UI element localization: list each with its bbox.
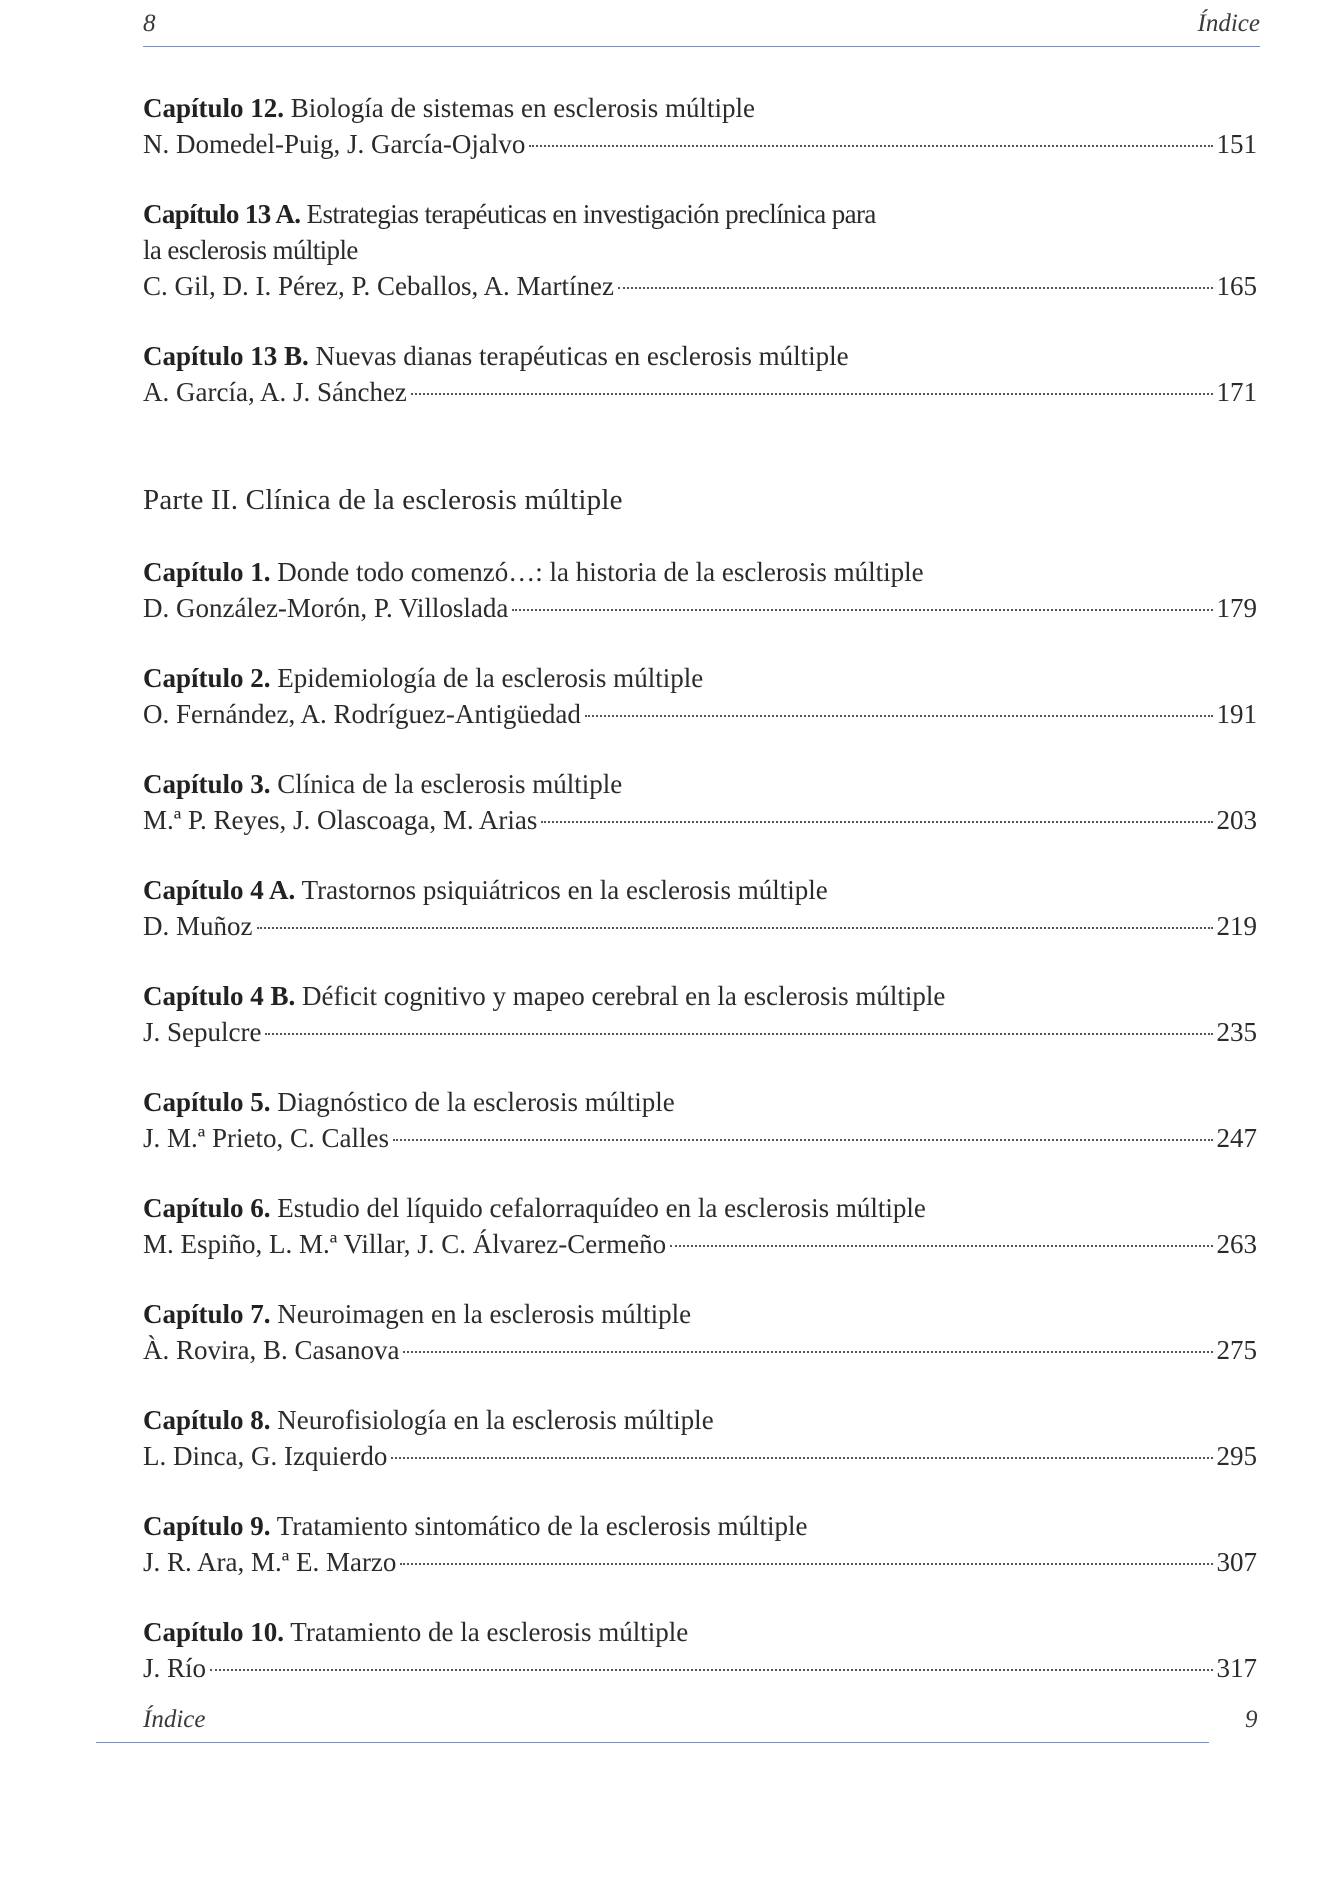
toc-entry [143,872,1257,944]
chapter-page: 317 [1216,1653,1257,1683]
chapter-page: 171 [1216,377,1257,407]
footer-rule [96,1742,1209,1743]
toc-entry [143,1614,1257,1686]
chapter-title: Epidemiología de la esclerosis múltiple [277,663,704,693]
chapter-title: Neuroimagen en la esclerosis múltiple [277,1299,692,1329]
chapter-label: Capítulo 1. [143,557,271,587]
toc-entry [143,1190,1257,1262]
chapter-authors: J. Sepulcre [143,1017,262,1047]
chapter-page: 235 [1216,1017,1257,1047]
chapter-label: Capítulo 9. [143,1511,271,1541]
part-heading: Parte II. Clínica de la esclerosis múltiple [143,484,623,516]
chapter-title: Donde todo comenzó…: la historia de la esclerosis múltiple [277,557,924,587]
toc-entry [143,554,1257,626]
chapter-page: 275 [1216,1335,1257,1365]
chapter-authors: M. Espiño, L. M.ª Villar, J. C. Álvarez-Cermeño [143,1229,667,1259]
chapter-title: Estrategias terapéuticas en investigación preclínica para [306,199,876,229]
chapter-page: 219 [1216,911,1257,941]
chapter-page: 165 [1216,271,1257,301]
chapter-title: Diagnóstico de la esclerosis múltiple [277,1087,675,1117]
chapter-page: 307 [1216,1547,1257,1577]
toc-entry [143,90,1257,162]
dot-leader [512,609,1212,611]
chapter-title: Biología de sistemas en esclerosis múltiple [290,93,755,123]
chapter-label: Capítulo 8. [143,1405,271,1435]
dot-leader [393,1139,1213,1141]
dot-leader [210,1669,1212,1671]
chapter-label: Capítulo 4 A. [143,875,296,905]
chapter-label: Capítulo 13 A. [143,199,301,229]
chapter-authors: O. Fernández, A. Rodríguez-Antigüedad [143,699,581,729]
dot-leader [529,145,1212,147]
footer-page-number: 9 [1245,1706,1258,1733]
chapter-authors: À. Rovira, B. Casanova [143,1335,400,1365]
chapter-authors: N. Domedel-Puig, J. García-Ojalvo [143,129,526,159]
chapter-label: Capítulo 12. [143,93,285,123]
toc-entry [143,1402,1257,1474]
chapter-title: Nuevas dianas terapéuticas en esclerosis múltiple [315,341,849,371]
toc-entry [143,660,1257,732]
header-title: Índice [1197,10,1260,37]
dot-leader [411,393,1213,395]
toc-entry [143,338,1257,410]
toc-entry [143,1508,1257,1580]
chapter-title-continued: la esclerosis múltiple [143,235,358,265]
chapter-authors: A. García, A. J. Sánchez [143,377,407,407]
chapter-title: Tratamiento de la esclerosis múltiple [290,1617,689,1647]
chapter-page: 263 [1216,1229,1257,1259]
chapter-title: Clínica de la esclerosis múltiple [277,769,623,799]
footer-title: Índice [143,1706,206,1733]
chapter-label: Capítulo 10. [143,1617,285,1647]
chapter-authors: D. Muñoz [143,911,253,941]
chapter-authors: C. Gil, D. I. Pérez, P. Ceballos, A. Martínez [143,271,614,301]
chapter-title: Tratamiento sintomático de la esclerosis múltiple [276,1511,808,1541]
dot-leader [403,1351,1212,1353]
header-page-number: 8 [143,10,156,37]
toc-entry [143,196,1257,304]
chapter-label: Capítulo 5. [143,1087,271,1117]
dot-leader [670,1245,1212,1247]
chapter-authors: J. M.ª Prieto, C. Calles [143,1123,389,1153]
chapter-authors: L. Dinca, G. Izquierdo [143,1441,388,1471]
chapter-page: 247 [1216,1123,1257,1153]
chapter-authors: J. R. Ara, M.ª E. Marzo [143,1547,397,1577]
chapter-authors: J. Río [143,1653,207,1683]
chapter-authors: M.ª P. Reyes, J. Olascoaga, M. Arias [143,805,538,835]
chapter-title: Déficit cognitivo y mapeo cerebral en la esclerosis múltiple [302,981,946,1011]
chapter-label: Capítulo 2. [143,663,271,693]
chapter-label: Capítulo 13 B. [143,341,309,371]
chapter-label: Capítulo 4 B. [143,981,296,1011]
dot-leader [541,821,1212,823]
dot-leader [618,287,1213,289]
chapter-page: 191 [1216,699,1257,729]
toc-entry [143,978,1257,1050]
chapter-authors: D. González-Morón, P. Villoslada [143,593,509,623]
chapter-label: Capítulo 7. [143,1299,271,1329]
toc-entry [143,1084,1257,1156]
dot-leader [257,927,1213,929]
dot-leader [400,1563,1212,1565]
chapter-page: 179 [1216,593,1257,623]
chapter-page: 295 [1216,1441,1257,1471]
header-rule [143,46,1260,47]
chapter-title: Neurofisiología en la esclerosis múltiple [277,1405,714,1435]
chapter-title: Estudio del líquido cefalorraquídeo en la esclerosis múltiple [277,1193,926,1223]
toc-entry [143,1296,1257,1368]
dot-leader [265,1033,1212,1035]
dot-leader [391,1457,1212,1459]
chapter-label: Capítulo 6. [143,1193,271,1223]
dot-leader [585,715,1213,717]
chapter-title: Trastornos psiquiátricos en la esclerosis múltiple [301,875,828,905]
chapter-label: Capítulo 3. [143,769,271,799]
chapter-page: 151 [1216,129,1257,159]
chapter-page: 203 [1216,805,1257,835]
toc-entry [143,766,1257,838]
